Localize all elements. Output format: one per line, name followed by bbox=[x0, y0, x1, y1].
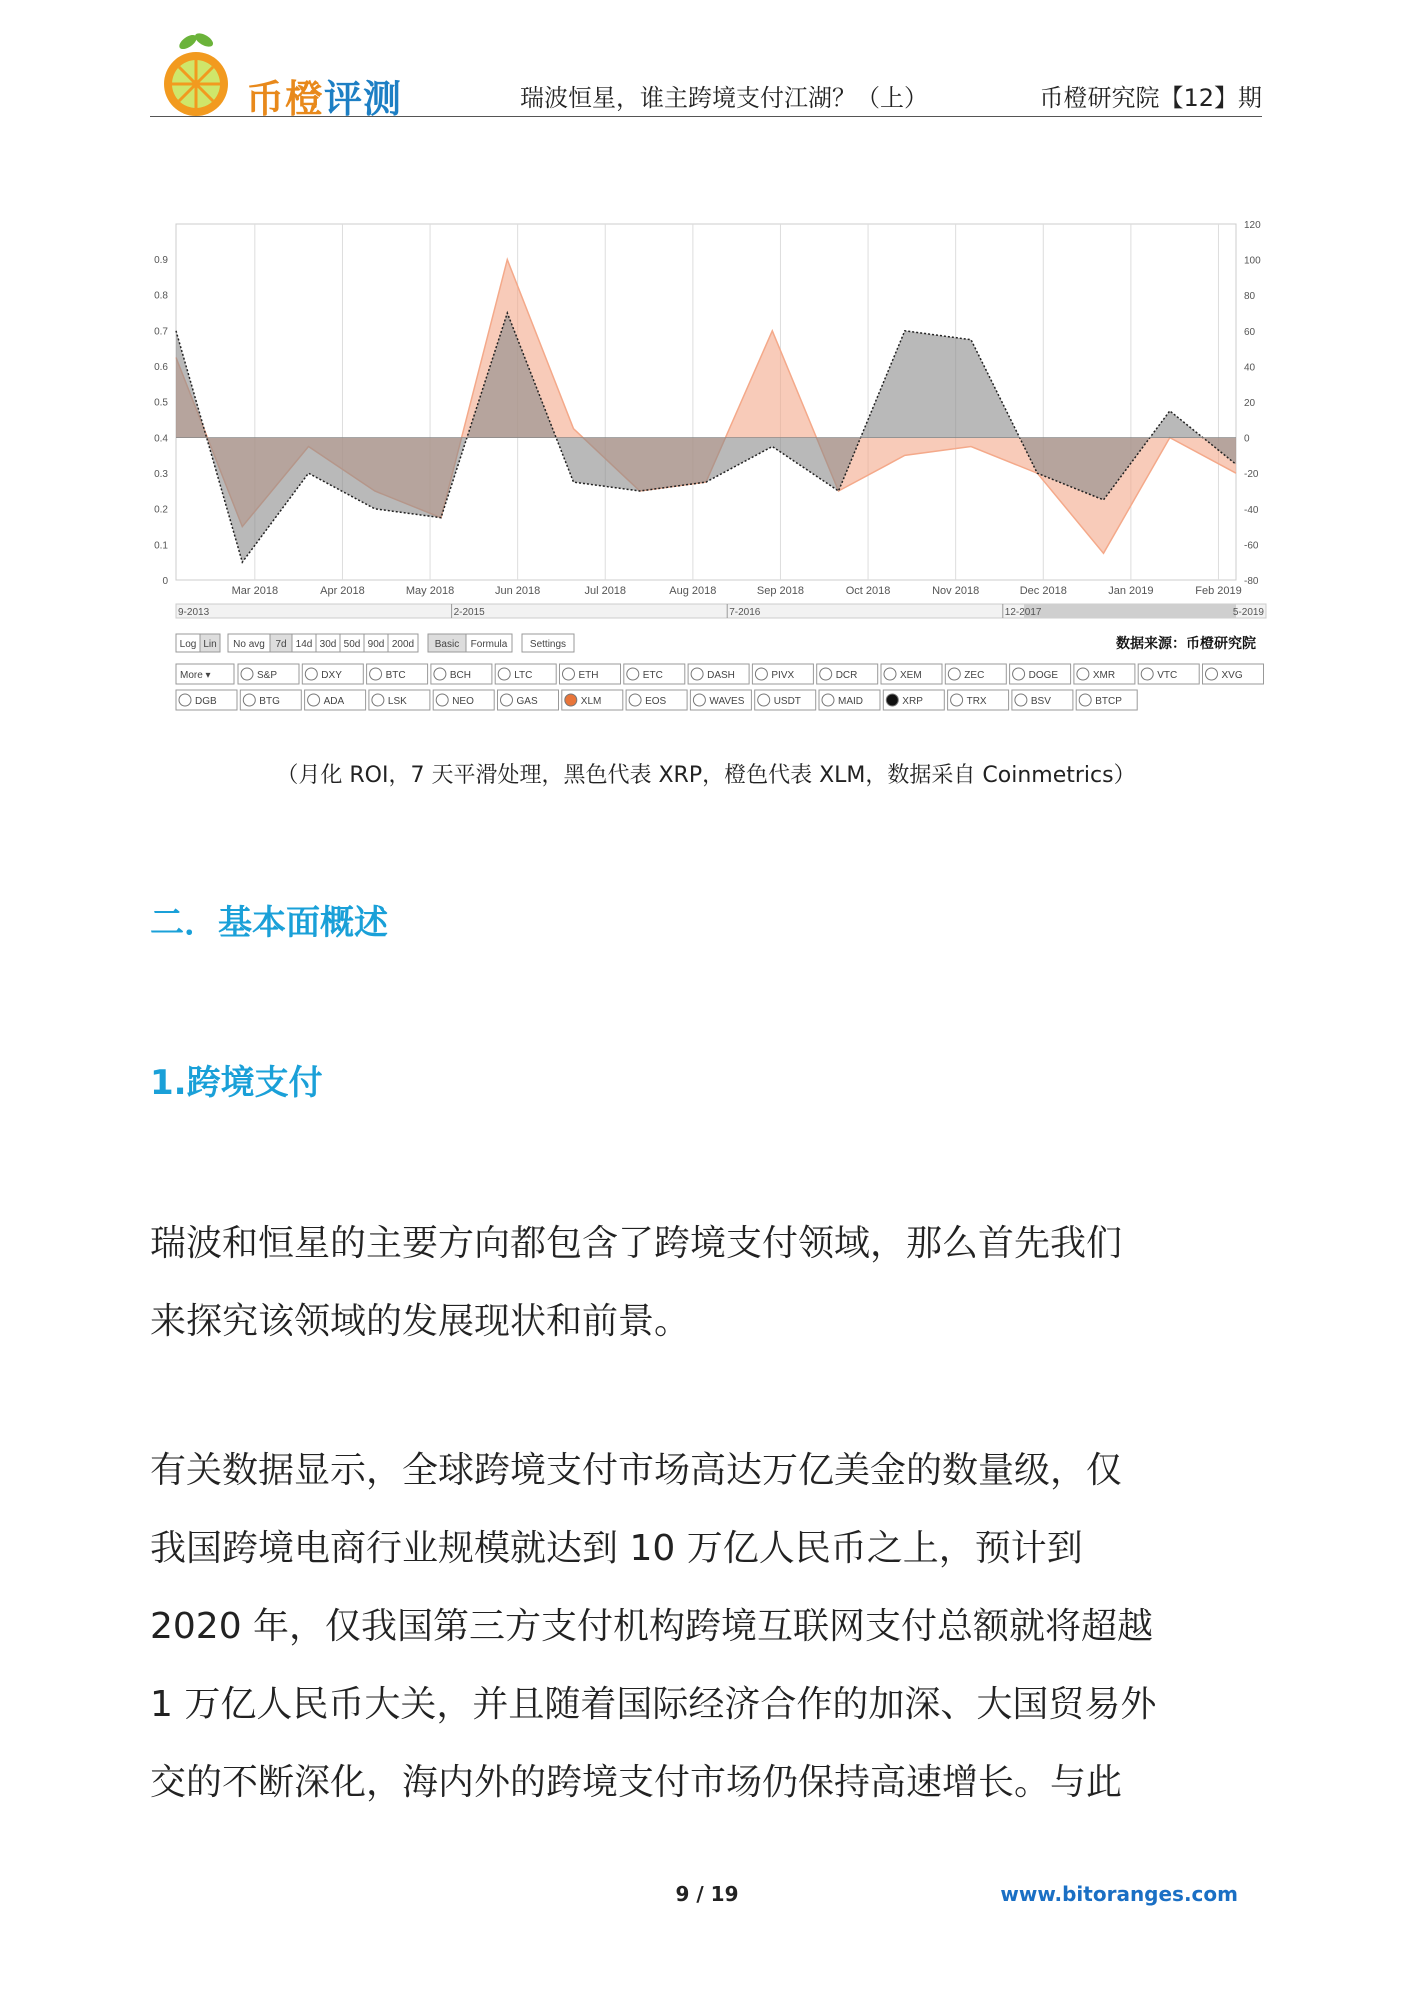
orange-logo-icon bbox=[150, 28, 240, 118]
x-tick-label: Nov 2018 bbox=[932, 585, 980, 597]
x-tick-label: Dec 2018 bbox=[1019, 585, 1067, 597]
range-mark-label: 2-2015 bbox=[453, 607, 485, 618]
document-title: 瑞波恒星，谁主跨境支付江湖？（上） bbox=[520, 84, 928, 112]
asset-label: GAS bbox=[516, 696, 538, 707]
asset-label: USDT bbox=[773, 696, 801, 707]
text-line: 有关数据显示，全球跨境支付市场高达万亿美金的数量级，仅 bbox=[150, 1450, 1123, 1491]
y-right-tick: 20 bbox=[1244, 398, 1256, 409]
radio-icon bbox=[1206, 668, 1218, 680]
asset-label: PIVX bbox=[771, 670, 795, 681]
asset-label: DXY bbox=[321, 670, 342, 681]
text-line: 我国跨境电商行业规模就达到 10 万亿人民币之上，预计到 bbox=[150, 1528, 1083, 1569]
section-title: 二．基本面概述 bbox=[150, 903, 388, 943]
radio-icon bbox=[1013, 668, 1025, 680]
asset-label: VTC bbox=[1157, 670, 1178, 681]
asset-label: ZEC bbox=[964, 670, 985, 681]
x-tick-label: May 2018 bbox=[405, 585, 455, 597]
radio-icon bbox=[243, 694, 255, 706]
y-right-tick: 120 bbox=[1244, 220, 1261, 231]
text-line: 1 万亿人民币大关，并且随着国际经济合作的加深、大国贸易外 bbox=[150, 1684, 1157, 1725]
roi-chart-svg bbox=[154, 220, 1286, 725]
range-window bbox=[1024, 604, 1236, 618]
y-left-tick: 0.6 bbox=[154, 361, 168, 373]
page-header bbox=[150, 28, 1262, 121]
radio-icon bbox=[501, 694, 513, 706]
x-tick-label: Oct 2018 bbox=[845, 585, 891, 597]
asset-label: ADA bbox=[323, 696, 345, 707]
radio-icon bbox=[563, 668, 575, 680]
control-button-label: 30d bbox=[319, 639, 337, 650]
radio-icon bbox=[1077, 668, 1089, 680]
control-button-label: 50d bbox=[343, 639, 361, 650]
control-button-label: Basic bbox=[434, 639, 460, 650]
radio-icon bbox=[886, 694, 898, 706]
radio-icon bbox=[498, 668, 510, 680]
y-left-tick: 0.8 bbox=[154, 290, 168, 302]
roi-chart bbox=[154, 220, 1286, 725]
text-line: 2020 年，仅我国第三方支付机构跨境互联网支付总额就将超越 bbox=[150, 1606, 1154, 1647]
radio-icon bbox=[436, 694, 448, 706]
control-button-label: Lin bbox=[203, 639, 217, 650]
radio-icon bbox=[629, 694, 641, 706]
paragraph-2 bbox=[150, 1432, 1262, 1822]
asset-label: NEO bbox=[452, 696, 474, 707]
asset-label: DOGE bbox=[1028, 670, 1059, 681]
control-button-label: 7d bbox=[275, 639, 287, 650]
footer-url[interactable]: www.bitoranges.com bbox=[1000, 1882, 1238, 1906]
y-right-tick: 80 bbox=[1244, 291, 1256, 303]
x-tick-label: Jan 2019 bbox=[1108, 585, 1154, 597]
radio-icon bbox=[951, 694, 963, 706]
asset-label: DGB bbox=[195, 696, 217, 707]
radio-icon bbox=[1079, 694, 1091, 706]
text-line: 瑞波和恒星的主要方向都包含了跨境支付领域，那么首先我们 bbox=[150, 1223, 1123, 1264]
x-tick-label: Apr 2018 bbox=[320, 585, 365, 597]
x-tick-label: Jun 2018 bbox=[495, 585, 541, 597]
radio-icon bbox=[434, 668, 446, 680]
radio-icon bbox=[179, 694, 191, 706]
x-tick-label: Jul 2018 bbox=[584, 585, 627, 597]
y-left-tick: 0.4 bbox=[154, 433, 168, 445]
control-button-label: No avg bbox=[233, 639, 265, 650]
more-dropdown-label: More ▾ bbox=[180, 670, 211, 681]
control-button-label: Formula bbox=[470, 639, 508, 650]
asset-label: ETC bbox=[642, 670, 663, 681]
range-mark-label: 7-2016 bbox=[729, 607, 761, 618]
subsection-title: 1.跨境支付 bbox=[150, 1063, 323, 1103]
text-line: 来探究该领域的发展现状和前景。 bbox=[150, 1301, 691, 1342]
chart-caption: （月化 ROI，7 天平滑处理，黑色代表 XRP，橙色代表 XLM，数据采自 Coinmetrics） bbox=[276, 763, 1136, 788]
asset-label: BCH bbox=[449, 670, 472, 681]
y-right-tick: 40 bbox=[1244, 362, 1256, 374]
asset-label: LSK bbox=[387, 696, 407, 707]
radio-icon bbox=[755, 668, 767, 680]
paragraph-1 bbox=[150, 1205, 1262, 1361]
y-left-tick: 0.1 bbox=[154, 540, 168, 552]
radio-icon bbox=[305, 668, 317, 680]
y-left-tick: 0.9 bbox=[154, 254, 168, 266]
radio-icon bbox=[948, 668, 960, 680]
radio-icon bbox=[627, 668, 639, 680]
issue-label: 币橙研究院【12】期 bbox=[1039, 84, 1262, 112]
page-number: 9 / 19 bbox=[675, 1882, 739, 1906]
y-left-tick: 0.7 bbox=[154, 326, 168, 338]
y-left-tick: 0.3 bbox=[154, 468, 168, 480]
radio-icon bbox=[884, 668, 896, 680]
y-right-tick: -60 bbox=[1244, 540, 1259, 552]
logo-wordmark: 币橙评测 bbox=[246, 76, 403, 121]
text-line: 交的不断深化，海内外的跨境支付市场仍保持高速增长。与此 bbox=[150, 1762, 1123, 1803]
radio-icon bbox=[372, 694, 384, 706]
y-right-tick: -80 bbox=[1244, 576, 1259, 587]
x-tick-label: Sep 2018 bbox=[756, 585, 805, 597]
asset-label: LTC bbox=[514, 670, 533, 681]
range-mark-label: 12-2017 bbox=[1004, 607, 1042, 618]
asset-label: WAVES bbox=[709, 696, 745, 707]
radio-icon bbox=[370, 668, 382, 680]
radio-icon bbox=[241, 668, 253, 680]
asset-label: DASH bbox=[707, 670, 735, 681]
radio-icon bbox=[565, 694, 577, 706]
control-button-label: 90d bbox=[367, 639, 385, 650]
radio-icon bbox=[691, 668, 703, 680]
radio-icon bbox=[822, 694, 834, 706]
asset-label: TRX bbox=[966, 696, 987, 707]
x-tick-label: Mar 2018 bbox=[231, 585, 279, 597]
asset-label: XLM bbox=[580, 696, 602, 707]
asset-label: XEM bbox=[900, 670, 922, 681]
asset-label: XMR bbox=[1092, 670, 1116, 681]
control-button-label: 14d bbox=[295, 639, 313, 650]
asset-label: BTCP bbox=[1095, 696, 1122, 707]
y-left-tick: 0.2 bbox=[154, 504, 168, 516]
y-right-tick: -40 bbox=[1244, 504, 1259, 516]
control-button-label: Log bbox=[179, 639, 197, 650]
asset-label: S&P bbox=[257, 670, 278, 681]
radio-icon bbox=[308, 694, 320, 706]
y-right-tick: -20 bbox=[1244, 469, 1259, 481]
x-tick-label: Feb 2019 bbox=[1195, 585, 1242, 597]
y-right-tick: 100 bbox=[1244, 255, 1261, 267]
radio-icon bbox=[693, 694, 705, 706]
range-start-label: 9-2013 bbox=[178, 607, 210, 618]
asset-label: ETH bbox=[578, 670, 599, 681]
asset-label: XVG bbox=[1221, 670, 1243, 681]
y-left-tick: 0.5 bbox=[154, 397, 168, 409]
asset-label: XRP bbox=[902, 696, 923, 707]
x-tick-label: Aug 2018 bbox=[669, 585, 717, 597]
asset-label: BSV bbox=[1030, 696, 1051, 707]
radio-icon bbox=[758, 694, 770, 706]
y-right-tick: 0 bbox=[1244, 433, 1250, 445]
asset-label: MAID bbox=[838, 696, 863, 707]
radio-icon bbox=[820, 668, 832, 680]
asset-label: EOS bbox=[645, 696, 667, 707]
y-right-tick: 60 bbox=[1244, 326, 1256, 338]
y-left-tick: 0 bbox=[162, 576, 168, 587]
asset-label: DCR bbox=[835, 670, 858, 681]
data-source-label: 数据来源：币橙研究院 bbox=[1116, 636, 1256, 652]
asset-label: BTG bbox=[259, 696, 280, 707]
control-button-label: 200d bbox=[391, 639, 415, 650]
plot-area bbox=[176, 224, 1236, 580]
control-button-label: Settings bbox=[529, 639, 567, 650]
radio-icon bbox=[1015, 694, 1027, 706]
range-end-label: 5-2019 bbox=[1232, 607, 1264, 618]
asset-label: BTC bbox=[385, 670, 406, 681]
radio-icon bbox=[1141, 668, 1153, 680]
